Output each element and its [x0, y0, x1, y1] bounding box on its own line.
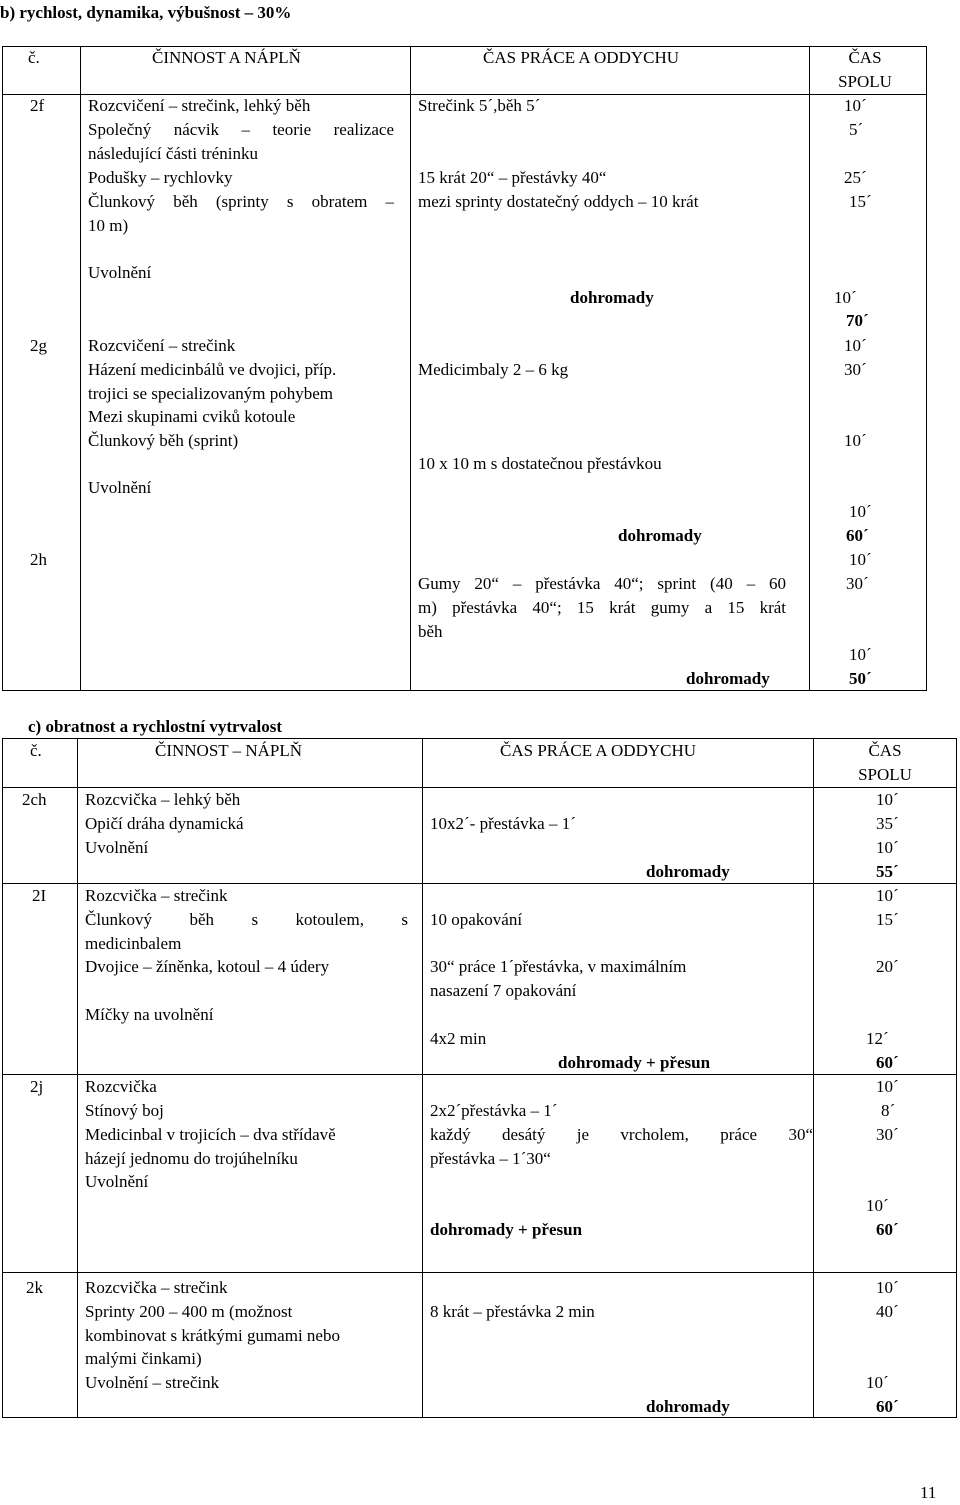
time-value: 20´ — [876, 957, 899, 976]
table-c-col-divider — [422, 738, 423, 1418]
work-line: m) přestávka 40“; 15 krát gumy a 15 krát — [418, 598, 786, 617]
table-c-col-divider — [813, 738, 814, 1418]
time-value: 12´ — [866, 1029, 889, 1048]
work-line: 15 krát 20“ – přestávky 40“ — [418, 168, 607, 187]
time-value: 10´ — [876, 886, 899, 905]
activity-line: Člunkový běh (sprint) — [88, 431, 239, 450]
work-line: 10 x 10 m s dostatečnou přestávkou — [418, 454, 662, 473]
time-value: 15´ — [876, 910, 899, 929]
time-total: 55´ — [876, 862, 899, 881]
time-value: 40´ — [876, 1302, 899, 1321]
time-value: 10´ — [844, 336, 867, 355]
activity-line: Člunkový běh s kotoulem, s — [85, 910, 408, 929]
header-total-2: SPOLU — [838, 72, 892, 91]
section-b-heading: b) rychlost, dynamika, výbušnost – 30% — [0, 3, 292, 22]
subtotal-label: dohromady — [570, 288, 654, 307]
activity-line: Uvolnění – strečink — [85, 1373, 220, 1392]
table-b-header-rule — [2, 94, 927, 95]
activity-line: Míčky na uvolnění — [85, 1005, 214, 1024]
time-value: 8´ — [881, 1101, 896, 1120]
row-number: 2k — [26, 1278, 43, 1297]
time-value: 10´ — [849, 550, 872, 569]
activity-line: medicinbalem — [85, 934, 182, 953]
activity-line: trojici se specializovaným pohybem — [88, 384, 334, 403]
header-work: ČAS PRÁCE A ODDYCHU — [483, 48, 680, 67]
activity-line: Rozcvičení – strečink, lehký běh — [88, 96, 311, 115]
time-value: 10´ — [866, 1196, 889, 1215]
work-line: 2x2´přestávka – 1´ — [430, 1101, 558, 1120]
row-number: 2g — [30, 336, 47, 355]
time-value: 10´ — [876, 790, 899, 809]
table-c-header-rule — [2, 787, 957, 788]
time-value: 10´ — [876, 1278, 899, 1297]
row-number: 2ch — [22, 790, 47, 809]
activity-line: 10 m) — [88, 216, 129, 235]
table-c-row-rule — [2, 1272, 957, 1273]
activity-line: Házení medicinbálů ve dvojici, příp. — [88, 360, 337, 379]
work-line: přestávka – 1´30“ — [430, 1149, 551, 1168]
time-value: 15´ — [849, 192, 872, 211]
subtotal-label: dohromady + přesun — [430, 1220, 583, 1239]
header-work: ČAS PRÁCE A ODDYCHU — [500, 741, 697, 760]
work-line: 4x2 min — [430, 1029, 487, 1048]
time-value: 10´ — [876, 1077, 899, 1096]
activity-line: Uvolnění — [85, 838, 149, 857]
subtotal-label: dohromady — [646, 862, 730, 881]
activity-line: kombinovat s krátkými gumami nebo — [85, 1326, 340, 1345]
work-line: Gumy 20“ – přestávka 40“; sprint (40 – 60 — [418, 574, 786, 593]
section-c-heading: c) obratnost a rychlostní vytrvalost — [28, 717, 283, 736]
subtotal-label: dohromady + přesun — [558, 1053, 711, 1072]
time-value: 10´ — [866, 1373, 889, 1392]
work-line: běh — [418, 622, 443, 641]
header-total: ČAS — [868, 741, 902, 760]
activity-line: Mezi skupinami cviků kotoule — [88, 407, 296, 426]
work-line: 10x2´- přestávka – 1´ — [430, 814, 576, 833]
subtotal-label: dohromady — [618, 526, 702, 545]
time-value: 30´ — [876, 1125, 899, 1144]
table-b-col-divider — [809, 46, 810, 691]
time-value: 10´ — [844, 431, 867, 450]
work-line: Medicimbaly 2 – 6 kg — [418, 360, 569, 379]
header-activity: ČINNOST – NÁPLŇ — [155, 741, 303, 760]
activity-line: Sprinty 200 – 400 m (možnost — [85, 1302, 293, 1321]
activity-line: Medicinbal v trojicích – dva střídavě — [85, 1125, 336, 1144]
time-value: 30´ — [846, 574, 869, 593]
activity-line: Uvolnění — [85, 1172, 149, 1191]
time-value: 10´ — [844, 96, 867, 115]
time-total: 60´ — [846, 526, 869, 545]
activity-line: následující části tréninku — [88, 144, 258, 163]
row-number: 2f — [30, 96, 45, 115]
header-activity: ČINNOST A NÁPLŇ — [152, 48, 301, 67]
activity-line: Rozcvička – strečink — [85, 886, 228, 905]
table-b-col-divider — [80, 46, 81, 691]
header-no: č. — [28, 48, 40, 67]
activity-line: Stínový boj — [85, 1101, 164, 1120]
table-b-col-divider — [410, 46, 411, 691]
row-number: 2I — [32, 886, 47, 905]
work-line: 8 krát – přestávka 2 min — [430, 1302, 595, 1321]
activity-line: Dvojice – žíněnka, kotoul – 4 údery — [85, 957, 330, 976]
activity-line: Rozcvička – strečink — [85, 1278, 228, 1297]
time-total: 70´ — [846, 311, 869, 330]
activity-line: Uvolnění — [88, 263, 152, 282]
activity-line: Rozcvičení – strečink — [88, 336, 236, 355]
row-number: 2j — [30, 1077, 44, 1096]
work-line: 30“ práce 1´přestávka, v maximálním — [430, 957, 687, 976]
activity-line: Opičí dráha dynamická — [85, 814, 244, 833]
time-value: 25´ — [844, 168, 867, 187]
work-line: 10 opakování — [430, 910, 523, 929]
work-line: každý desátý je vrcholem, práce 30“ — [430, 1125, 813, 1144]
header-total-2: SPOLU — [858, 765, 912, 784]
time-total: 60´ — [876, 1053, 899, 1072]
table-c-col-divider — [77, 738, 78, 1418]
activity-line: Rozcvička – lehký běh — [85, 790, 241, 809]
time-value: 10´ — [876, 838, 899, 857]
work-line: nasazení 7 opakování — [430, 981, 577, 1000]
activity-line: Člunkový běh (sprinty s obratem – — [88, 192, 394, 211]
activity-line: házejí jednomu do trojúhelníku — [85, 1149, 298, 1168]
header-no: č. — [30, 741, 42, 760]
header-total: ČAS — [848, 48, 882, 67]
work-line: mezi sprinty dostatečný oddych – 10 krát — [418, 192, 699, 211]
time-value: 10´ — [834, 288, 857, 307]
activity-line: Rozcvička — [85, 1077, 157, 1096]
table-c-row-rule — [2, 1074, 957, 1075]
time-value: 10´ — [849, 502, 872, 521]
row-number: 2h — [30, 550, 47, 569]
activity-line: Společný nácvik – teorie realizace — [88, 120, 394, 139]
activity-line: Podušky – rychlovky — [88, 168, 233, 187]
time-total: 50´ — [849, 669, 872, 688]
activity-line: malými činkami) — [85, 1349, 202, 1368]
subtotal-label: dohromady — [646, 1397, 730, 1416]
activity-line: Uvolnění — [88, 478, 152, 497]
page-number: 11 — [920, 1483, 937, 1502]
time-value: 30´ — [844, 360, 867, 379]
time-value: 10´ — [849, 645, 872, 664]
time-total: 60´ — [876, 1397, 899, 1416]
table-c-row-rule — [2, 883, 957, 884]
time-value: 35´ — [876, 814, 899, 833]
time-value: 5´ — [849, 120, 864, 139]
subtotal-label: dohromady — [686, 669, 770, 688]
work-line: Strečink 5´,běh 5´ — [418, 96, 541, 115]
time-total: 60´ — [876, 1220, 899, 1239]
